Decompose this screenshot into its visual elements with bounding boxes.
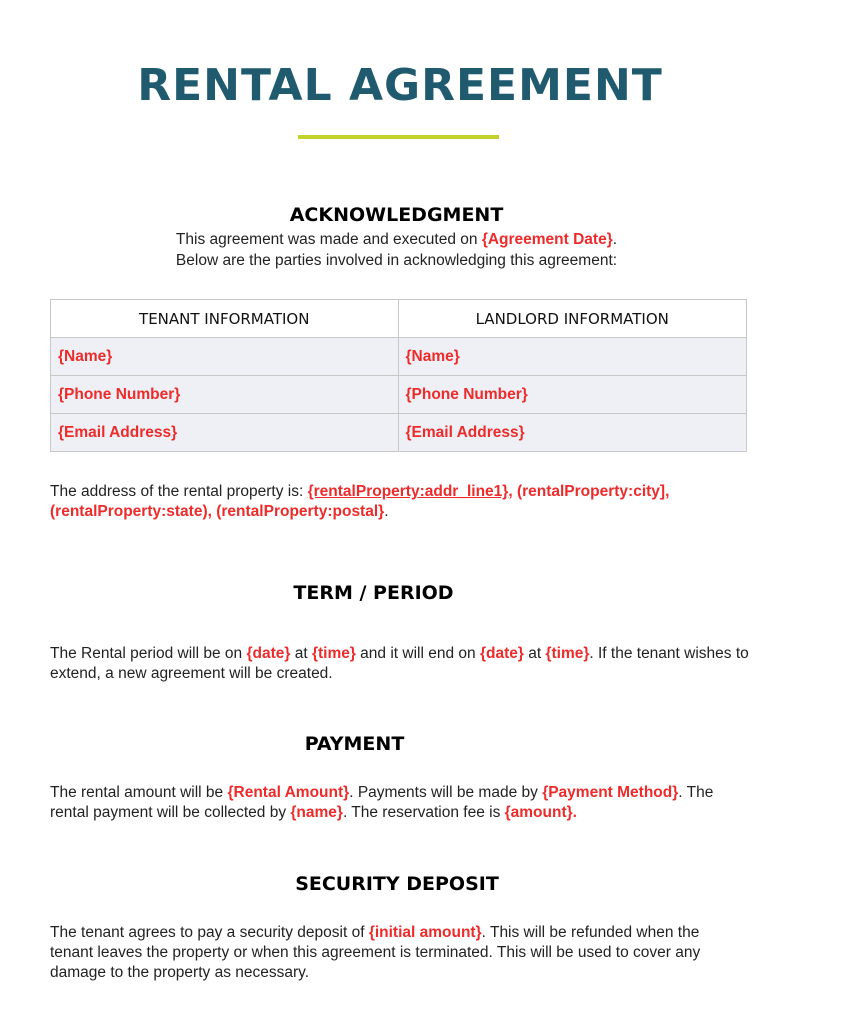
payment-text: . The reservation fee is bbox=[342, 804, 505, 821]
payment-heading: PAYMENT bbox=[304, 733, 405, 755]
security-text: . This will be refunded when the tenant leaves the property or when this agreement is terminated. This will be used to cover any damage to the property as necessary. bbox=[50, 924, 701, 981]
title-underline-divider bbox=[298, 135, 499, 139]
payment-text: The rental amount will be bbox=[50, 784, 228, 801]
landlord-name-cell: {Name} bbox=[398, 338, 747, 376]
term-text: and it will end on bbox=[355, 645, 480, 662]
landlord-email-cell: {Email Address} bbox=[398, 414, 747, 452]
address-rest-placeholder: , (rentalProperty:city], (rentalProperty:state), (rentalProperty:postal} bbox=[50, 483, 670, 520]
term-text: at bbox=[290, 645, 312, 662]
landlord-phone-cell: {Phone Number} bbox=[398, 376, 747, 414]
initial-amount-placeholder: {initial amount} bbox=[368, 924, 482, 941]
tenant-phone-cell: {Phone Number} bbox=[51, 376, 399, 414]
payment-text: . The rental payment will be collected by bbox=[50, 784, 714, 821]
rental-amount-placeholder: {Rental Amount} bbox=[227, 784, 350, 801]
collector-name-placeholder: {name} bbox=[290, 804, 343, 821]
acknowledgment-line-2: Below are the parties involved in acknowledging this agreement: bbox=[175, 252, 618, 269]
landlord-info-header: LANDLORD INFORMATION bbox=[398, 300, 747, 338]
payment-method-placeholder: {Payment Method} bbox=[542, 784, 679, 801]
ack-period: . bbox=[612, 231, 618, 248]
end-time-placeholder: {time} bbox=[545, 645, 590, 662]
security-deposit-heading: SECURITY DEPOSIT bbox=[295, 873, 499, 895]
address-period: . bbox=[384, 503, 389, 520]
table-row bbox=[51, 376, 747, 414]
table-row bbox=[51, 414, 747, 452]
address-text: The address of the rental property is: bbox=[50, 483, 308, 500]
tenant-name-cell: {Name} bbox=[51, 338, 399, 376]
table-header-row bbox=[51, 300, 747, 338]
parties-table bbox=[50, 299, 747, 452]
end-date-placeholder: {date} bbox=[479, 645, 524, 662]
security-text: The tenant agrees to pay a security deposit of bbox=[50, 924, 369, 941]
term-text: The Rental period will be on bbox=[50, 645, 247, 662]
payment-paragraph bbox=[50, 783, 750, 823]
payment-text: . Payments will be made by bbox=[349, 784, 543, 801]
address-line-placeholder: {rentalProperty:addr_line1} bbox=[307, 483, 509, 500]
term-text: at bbox=[523, 645, 546, 662]
document-title: RENTAL AGREEMENT bbox=[137, 60, 663, 111]
acknowledgment-heading: ACKNOWLEDGMENT bbox=[289, 204, 504, 226]
term-text: . If the tenant wishes to extend, a new agreement will be created. bbox=[50, 645, 749, 682]
acknowledgment-line-1 bbox=[0, 229, 793, 250]
term-period-heading: TERM / PERIOD bbox=[293, 582, 454, 604]
rental-address-paragraph bbox=[50, 482, 750, 522]
start-date-placeholder: {date} bbox=[246, 645, 291, 662]
table-row bbox=[51, 338, 747, 376]
start-time-placeholder: {time} bbox=[311, 645, 356, 662]
acknowledgment-text bbox=[0, 229, 793, 271]
tenant-info-header: TENANT INFORMATION bbox=[51, 300, 399, 338]
tenant-email-cell: {Email Address} bbox=[51, 414, 399, 452]
reservation-fee-placeholder: {amount}. bbox=[504, 804, 577, 821]
ack-text: This agreement was made and executed on bbox=[175, 231, 482, 248]
term-paragraph bbox=[50, 644, 750, 684]
agreement-date-placeholder: {Agreement Date} bbox=[481, 231, 613, 248]
security-deposit-paragraph bbox=[50, 923, 740, 983]
